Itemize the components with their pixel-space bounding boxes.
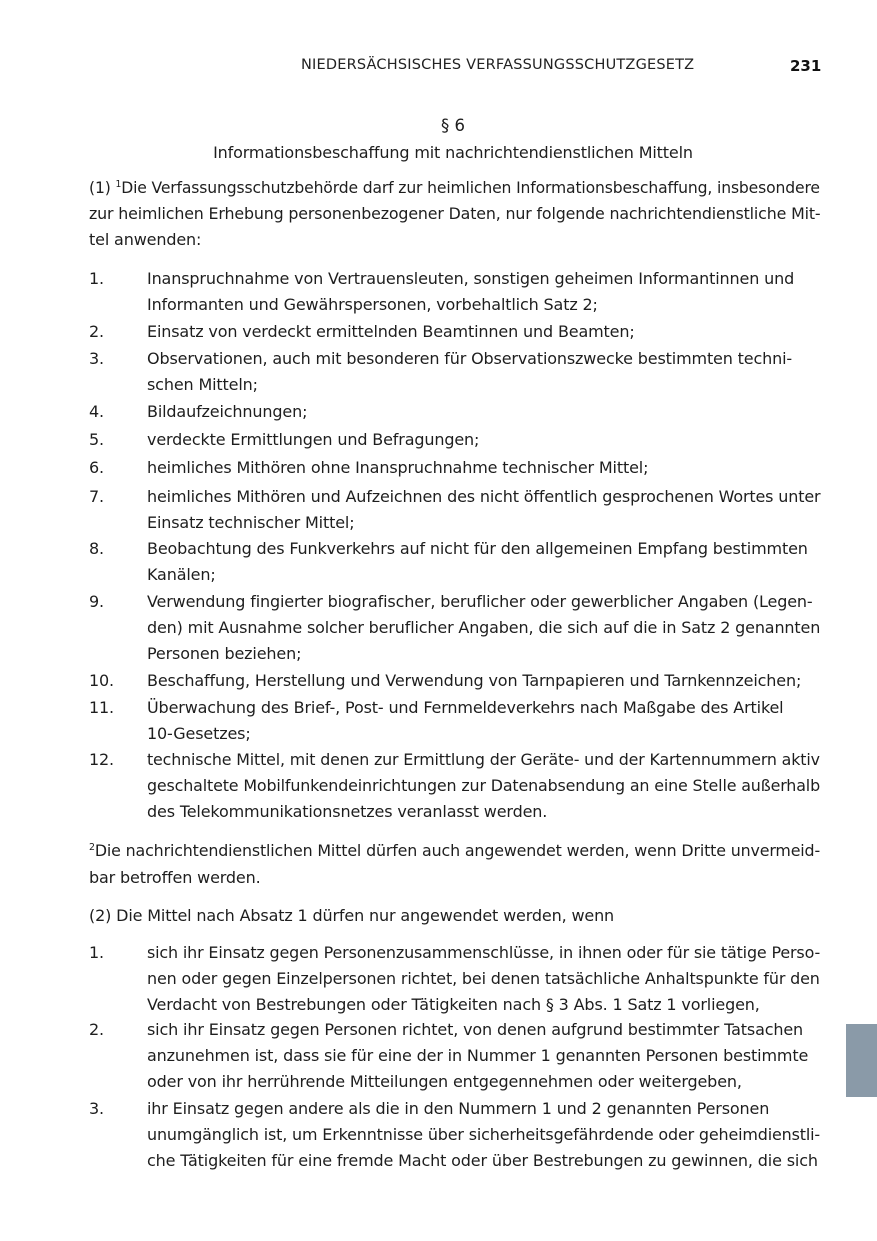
paragraph-marker: (1)	[89, 178, 111, 197]
list-item-number: 12.	[89, 750, 114, 769]
list-item-line: Überwachung des Brief-, Post- und Fernmeldeverkehrs nach Maßgabe des Artikel	[147, 698, 784, 717]
page-number: 231	[790, 57, 822, 75]
list-item-line: unumgänglich ist, um Erkenntnisse über sicherheitsgefährdende oder geheimdienstli-	[147, 1125, 821, 1144]
sentence-marker: 2	[89, 842, 95, 853]
list-item-line: Observationen, auch mit besonderen für Observationszwecke bestimmten techni-	[147, 349, 793, 368]
list-item-line: schen Mitteln;	[147, 375, 258, 394]
list-item-number: 11.	[89, 698, 114, 717]
list-item-line: Einsatz technischer Mittel;	[147, 513, 355, 532]
list-item-number: 3.	[89, 349, 104, 368]
list-item-number: 4.	[89, 402, 104, 421]
sentence-2-text: Die nachrichtendienstlichen Mittel dürfen auch angewendet werden, wenn Dritte unvermeid-	[94, 841, 821, 860]
list-item-number: 1.	[89, 269, 104, 288]
list-item-line: Kanälen;	[147, 565, 216, 584]
list-item-line: Verdacht von Bestrebungen oder Tätigkeiten nach § 3 Abs. 1 Satz 1 vorliegen,	[147, 995, 760, 1014]
paragraph-1-line	[89, 175, 820, 201]
list-item-line: Bildaufzeichnungen;	[147, 402, 308, 421]
list-item-line: Verwendung fingierter biografischer, beruflicher oder gewerblicher Angaben (Legen-	[147, 592, 813, 611]
chapter-thumb-tab	[846, 1024, 877, 1097]
sentence-marker: 1	[115, 179, 122, 190]
list-item-line: verdeckte Ermittlungen und Befragungen;	[147, 430, 480, 449]
list-item-line: Einsatz von verdeckt ermittelnden Beamtinnen und Beamten;	[147, 322, 635, 341]
list-item-number: 10.	[89, 671, 114, 690]
list-item-line: anzunehmen ist, dass sie für eine der in Nummer 1 genannten Personen bestimmte	[147, 1046, 809, 1065]
list-item-line: Beobachtung des Funkverkehrs auf nicht für den allgemeinen Empfang bestimmten	[147, 539, 808, 558]
list-item-line: geschaltete Mobilfunkendeinrichtungen zur Datenabsendung an eine Stelle außerhalb	[147, 776, 820, 795]
list-item-number: 8.	[89, 539, 104, 558]
list-item-line: technische Mittel, mit denen zur Ermittlung der Geräte- und der Kartennummern aktiv	[147, 750, 820, 769]
list-item-line: Personen beziehen;	[147, 644, 302, 663]
list-item-line: heimliches Mithören und Aufzeichnen des nicht öffentlich gesprochenen Wortes unter	[147, 487, 821, 506]
list-item-number: 5.	[89, 430, 104, 449]
list-item-number: 2.	[89, 1020, 104, 1039]
sentence-2-line	[89, 838, 820, 864]
list-item-line: des Telekommunikationsnetzes veranlasst werden.	[147, 802, 548, 821]
paragraph-1-line: zur heimlichen Erhebung personenbezogener Daten, nur folgende nachrichtendienstliche Mit-	[89, 204, 821, 223]
list-item-number: 7.	[89, 487, 104, 506]
list-item-line: sich ihr Einsatz gegen Personenzusammenschlüsse, in ihnen oder für sie tätige Perso-	[147, 943, 821, 962]
section-number: § 6	[441, 116, 465, 135]
paragraph-text: Die Verfassungsschutzbehörde darf zur heimlichen Informationsbeschaffung, insbesondere	[121, 178, 820, 197]
list-item-line: sich ihr Einsatz gegen Personen richtet, von denen aufgrund bestimmter Tatsachen	[147, 1020, 804, 1039]
section-title: Informationsbeschaffung mit nachrichtendienstlichen Mitteln	[213, 143, 693, 162]
sentence-2-line: bar betroffen werden.	[89, 868, 261, 887]
list-item-number: 9.	[89, 592, 104, 611]
paragraph-2-intro: (2) Die Mittel nach Absatz 1 dürfen nur angewendet werden, wenn	[89, 906, 615, 925]
list-item-line: den) mit Ausnahme solcher beruflicher Angaben, die sich auf die in Satz 2 genannten	[147, 618, 821, 637]
list-item-line: oder von ihr herrührende Mitteilungen entgegennehmen oder weitergeben,	[147, 1072, 742, 1091]
list-item-line: Informanten und Gewährspersonen, vorbehaltlich Satz 2;	[147, 295, 598, 314]
list-item-line: Beschaffung, Herstellung und Verwendung von Tarnpapieren und Tarnkennzeichen;	[147, 671, 802, 690]
list-item-number: 6.	[89, 458, 104, 477]
list-item-number: 3.	[89, 1099, 104, 1118]
list-item-number: 2.	[89, 322, 104, 341]
paragraph-1-line: tel anwenden:	[89, 230, 202, 249]
list-item-number: 1.	[89, 943, 104, 962]
list-item-line: ihr Einsatz gegen andere als die in den Nummern 1 und 2 genannten Personen	[147, 1099, 770, 1118]
list-item-line: Inanspruchnahme von Vertrauensleuten, sonstigen geheimen Informantinnen und	[147, 269, 795, 288]
list-item-line: nen oder gegen Einzelpersonen richtet, bei denen tatsächliche Anhaltspunkte für den	[147, 969, 820, 988]
list-item-line: che Tätigkeiten für eine fremde Macht oder über Bestrebungen zu gewinnen, die sich	[147, 1151, 818, 1170]
list-item-line: 10-Gesetzes;	[147, 724, 251, 743]
running-header-title: NIEDERSÄCHSISCHES VERFASSUNGSSCHUTZGESETZ	[301, 57, 695, 73]
list-item-line: heimliches Mithören ohne Inanspruchnahme technischer Mittel;	[147, 458, 649, 477]
